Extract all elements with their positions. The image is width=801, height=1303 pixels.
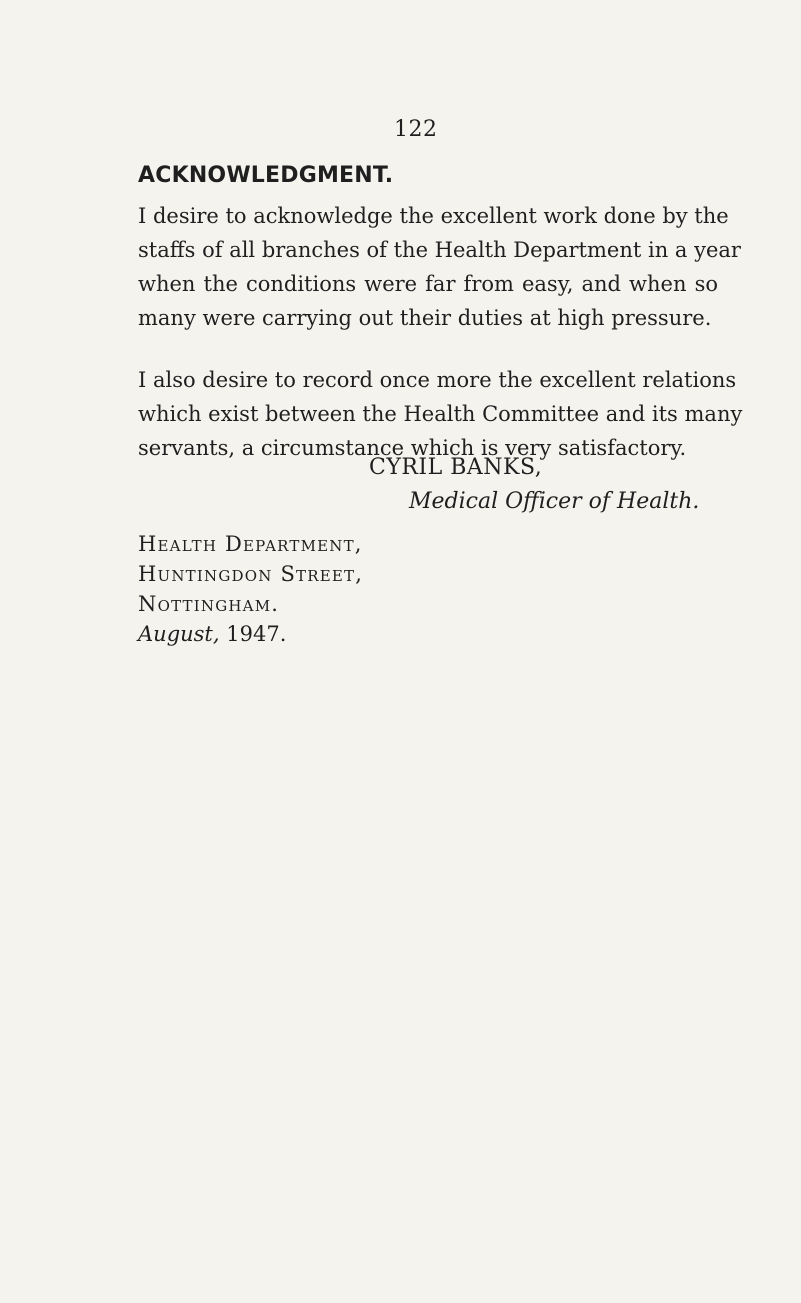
address-line: Huntingdon Street, [138,562,364,586]
date-year: 1947. [226,622,287,646]
paragraph-line: I desire to acknowledge the excellent work done by the [138,204,729,228]
date-line [138,619,363,649]
signatory-name: CYRIL BANKS, [369,455,543,480]
date-month: August, [138,622,220,646]
paragraph-line: many were carrying out their duties at high pressure. [138,306,712,330]
section-heading: ACKNOWLEDGMENT. [138,163,394,188]
signatory-title: Medical Officer of Health. [409,489,700,514]
paragraph-line: I also desire to record once more the excellent relations [138,368,737,392]
paragraph-relations [138,363,743,465]
address-line: Health Department, [138,532,363,556]
address-line: Nottingham. [138,592,280,616]
page-number: 122 [394,117,438,142]
paragraph-line: servants, a circumstance which is very satisfactory. [138,436,687,460]
paragraph-acknowledgment [138,199,741,335]
address-block [138,529,363,649]
paragraph-line: staffs of all branches of the Health Department in a year [138,238,741,262]
paragraph-line: which exist between the Health Committee and its many [138,402,743,426]
paragraph-line: when the conditions were far from easy, and when so [138,272,718,296]
